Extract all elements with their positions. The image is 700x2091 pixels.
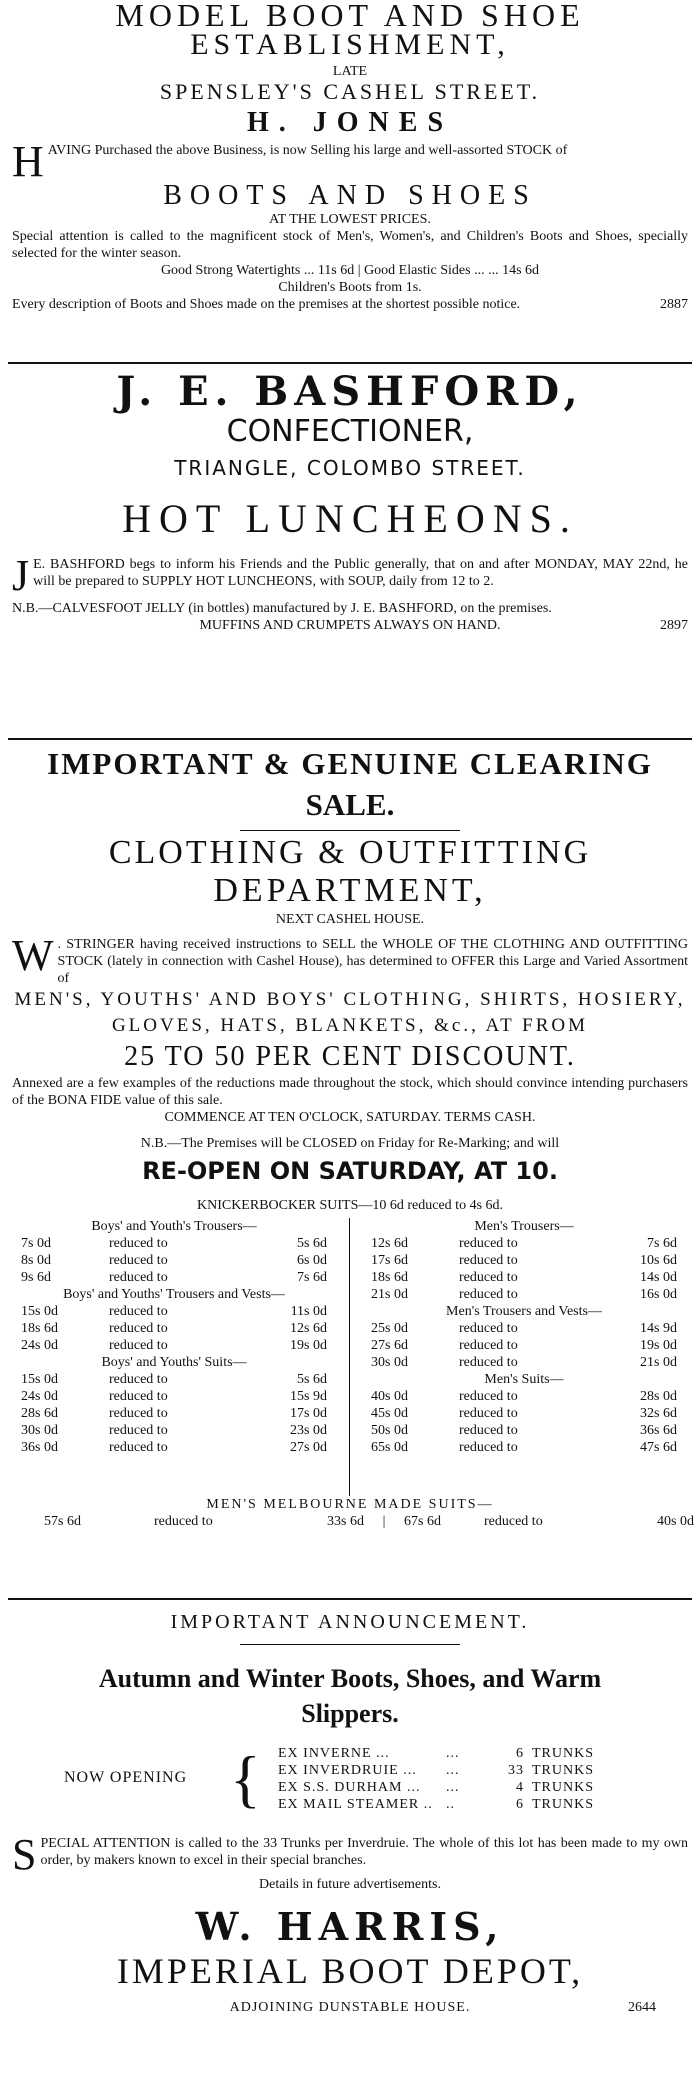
leader-dots: ... xyxy=(446,1746,460,1761)
leader-dots: ... xyxy=(446,1763,460,1778)
melbourne-block xyxy=(4,1496,696,1530)
shipments-block xyxy=(4,1745,696,1825)
shipment-row xyxy=(274,1796,616,1813)
old-price: 24s 0d xyxy=(21,1338,58,1353)
reduced-label: reduced to xyxy=(459,1338,518,1353)
goods-line-2: GLOVES, HATS, BLANKETS, &c., AT FROM xyxy=(111,1015,589,1036)
reduced-label: reduced to xyxy=(109,1236,168,1251)
knickerbocker-line: KNICKERBOCKER SUITS—10 6d reduced to 4s 6d. xyxy=(196,1198,504,1213)
announcement-heading: IMPORTANT ANNOUNCEMENT. xyxy=(170,1611,530,1633)
reduced-label: reduced to xyxy=(109,1423,168,1438)
old-price: 65s 0d xyxy=(371,1440,408,1455)
ship-name: EX MAIL STEAMER .. xyxy=(278,1797,433,1812)
reduced-label: reduced to xyxy=(459,1440,518,1455)
reduced-label: reduced to xyxy=(109,1406,168,1421)
commence-line: COMMENCE AT TEN O'CLOCK, SATURDAY. TERMS CASH. xyxy=(164,1110,536,1125)
special-paragraph xyxy=(12,1830,688,1879)
reduced-label: reduced to xyxy=(109,1253,168,1268)
price-table xyxy=(367,1320,681,1371)
drop-cap: H xyxy=(12,137,44,186)
new-price: 11s 0d xyxy=(290,1304,327,1319)
drop-cap: S xyxy=(12,1830,37,1879)
old-price: 17s 6d xyxy=(371,1253,408,1268)
price-section-heading: Boys' and Youths' Trousers and Vests— xyxy=(63,1287,285,1302)
price-row xyxy=(367,1439,681,1456)
reduced-label: reduced to xyxy=(459,1355,518,1370)
ad-reference: 2644 xyxy=(628,2000,656,2015)
ad-title-2: ESTABLISHMENT, xyxy=(190,28,510,61)
column-divider xyxy=(349,1218,350,1496)
slippers-heading: Slippers. xyxy=(301,1699,399,1728)
nb-line: N.B.—CALVESFOOT JELLY (in bottles) manufactured by J. E. BASHFORD, on the premises. xyxy=(12,601,552,616)
children-line: Children's Boots from 1s. xyxy=(278,280,422,295)
price-row xyxy=(367,1320,681,1337)
trade-heading: CONFECTIONER, xyxy=(226,414,474,449)
old-price: 21s 0d xyxy=(371,1287,408,1302)
new-price: 15s 9d xyxy=(290,1389,327,1404)
new-price: 36s 6d xyxy=(640,1423,677,1438)
price-row xyxy=(367,1388,681,1405)
goods-heading: BOOTS AND SHOES xyxy=(163,180,537,211)
old-price: 15s 0d xyxy=(21,1372,58,1387)
owner-name: H. JONES xyxy=(246,107,454,138)
new-price: 14s 9d xyxy=(640,1321,677,1336)
new-price: 19s 0d xyxy=(640,1338,677,1353)
price-section-heading: Boys' and Youth's Trousers— xyxy=(91,1219,257,1234)
divider xyxy=(8,1598,692,1600)
price-row xyxy=(17,1252,331,1269)
trunk-count: 4 xyxy=(516,1780,524,1795)
old-price: 18s 6d xyxy=(21,1321,58,1336)
department-heading: CLOTHING & OUTFITTING xyxy=(108,834,592,871)
new-price: 28s 0d xyxy=(640,1389,677,1404)
reduced-label: reduced to xyxy=(484,1514,543,1529)
muffins-line: MUFFINS AND CRUMPETS ALWAYS ON HAND. xyxy=(199,618,501,633)
nb-line: N.B.—The Premises will be CLOSED on Friday for Re-Marking; and will xyxy=(140,1136,560,1151)
price-row xyxy=(17,1371,331,1388)
new-price: 47s 6d xyxy=(640,1440,677,1455)
new-price: 7s 6d xyxy=(647,1236,677,1251)
price-row xyxy=(367,1235,681,1252)
reduced-label: reduced to xyxy=(109,1338,168,1353)
price-row xyxy=(367,1422,681,1439)
prices-line: AT THE LOWEST PRICES. xyxy=(269,212,431,227)
harris-name: W. HARRIS, xyxy=(195,1904,505,1949)
price-row xyxy=(17,1235,331,1252)
jones-advertisement xyxy=(4,0,696,313)
price-section-heading: Men's Trousers— xyxy=(474,1219,574,1234)
left-price-column xyxy=(4,1218,344,1456)
price-section-heading: Men's Trousers and Vests— xyxy=(446,1304,602,1319)
price-row xyxy=(17,1388,331,1405)
old-price: 27s 6d xyxy=(371,1338,408,1353)
street-address: SPENSLEY'S CASHEL STREET. xyxy=(159,79,541,104)
depot-heading: IMPERIAL BOOT DEPOT, xyxy=(116,1951,584,1991)
every-paragraph xyxy=(12,296,688,313)
price-line: Good Strong Watertights ... 11s 6d | Good Elastic Sides ... ... 14s 6d xyxy=(160,263,540,278)
price-section-heading: Boys' and Youths' Suits— xyxy=(101,1355,247,1370)
trunks-label: TRUNKS xyxy=(532,1746,595,1761)
reduced-label: reduced to xyxy=(459,1321,518,1336)
reduced-label: reduced to xyxy=(109,1321,168,1336)
new-price: 17s 0d xyxy=(290,1406,327,1421)
intro-text: AVING Purchased the above Business, is now Selling his large and well-assorted STOCK of xyxy=(47,143,568,158)
price-table xyxy=(17,1303,331,1354)
ad-title: MODEL BOOT AND SHOE xyxy=(115,0,585,33)
price-row xyxy=(17,1269,331,1286)
adjoining-line: ADJOINING DUNSTABLE HOUSE. xyxy=(229,2000,471,2015)
price-row xyxy=(17,1320,331,1337)
divider xyxy=(8,362,692,364)
new-price: 6s 0d xyxy=(297,1253,327,1268)
next-cashel-house: NEXT CASHEL HOUSE. xyxy=(275,912,425,927)
new-price: 32s 6d xyxy=(640,1406,677,1421)
adjoining-row xyxy=(4,1999,696,2016)
reduced-label: reduced to xyxy=(109,1440,168,1455)
old-price: 28s 6d xyxy=(21,1406,58,1421)
reduced-label: reduced to xyxy=(109,1372,168,1387)
old-price: 12s 6d xyxy=(371,1236,408,1251)
old-price: 36s 0d xyxy=(21,1440,58,1455)
now-opening-label: NOW OPENING xyxy=(64,1769,188,1786)
new-price: 40s 0d xyxy=(657,1514,694,1529)
new-price: 21s 0d xyxy=(640,1355,677,1370)
new-price: 33s 6d xyxy=(327,1514,364,1529)
price-row xyxy=(17,1303,331,1320)
autumn-heading: Autumn and Winter Boots, Shoes, and Warm xyxy=(98,1664,602,1693)
ship-name: EX INVERNE ... xyxy=(278,1746,390,1761)
melbourne-row: 57s 6d reduced to 33s 6d | 67s 6d reduced to 40s 0d xyxy=(4,1513,696,1530)
old-price: 24s 0d xyxy=(21,1389,58,1404)
price-table xyxy=(367,1388,681,1456)
reduced-label: reduced to xyxy=(154,1514,213,1529)
old-price: 67s 6d xyxy=(404,1514,441,1529)
shipment-row xyxy=(274,1745,616,1762)
old-price: 7s 0d xyxy=(21,1236,51,1251)
price-table xyxy=(367,1235,681,1303)
bashford-advertisement xyxy=(4,370,696,634)
stringer-body: . STRINGER having received instructions to SELL the WHOLE OF THE CLOTHING AND OUTFITTING STOCK (lately in connection with Cashel House), has determined to OFFER this Large and Varied Assortment of xyxy=(57,937,688,986)
price-row xyxy=(367,1405,681,1422)
reduced-label: reduced to xyxy=(459,1287,518,1302)
reduced-label: reduced to xyxy=(459,1406,518,1421)
special-body: PECIAL ATTENTION is called to the 33 Trunks per Inverdruie. The whole of this lot has been made to my own order, by makers known to excel in their special branches. xyxy=(40,1836,688,1868)
intro-paragraph xyxy=(12,137,688,186)
old-price: 8s 0d xyxy=(21,1253,51,1268)
new-price: 27s 0d xyxy=(290,1440,327,1455)
new-price: 10s 6d xyxy=(640,1253,677,1268)
new-price: 5s 6d xyxy=(297,1236,327,1251)
shipment-row xyxy=(274,1762,616,1779)
price-row xyxy=(367,1337,681,1354)
new-price: 23s 0d xyxy=(290,1423,327,1438)
brace: { xyxy=(230,1743,261,1814)
old-price: 40s 0d xyxy=(371,1389,408,1404)
divider xyxy=(8,738,692,740)
old-price: 9s 6d xyxy=(21,1270,51,1285)
reduced-label: reduced to xyxy=(459,1236,518,1251)
price-row xyxy=(17,1439,331,1456)
leader-dots: .. xyxy=(446,1797,455,1812)
trunks-label: TRUNKS xyxy=(532,1780,595,1795)
sale-heading: SALE. xyxy=(305,787,395,822)
shipment-row xyxy=(274,1779,616,1796)
trunk-count: 6 xyxy=(516,1797,524,1812)
shipments-table xyxy=(274,1745,616,1813)
price-section-heading: Men's Suits— xyxy=(484,1372,564,1387)
old-price: 25s 0d xyxy=(371,1321,408,1336)
price-row xyxy=(17,1422,331,1439)
old-price: 57s 6d xyxy=(44,1514,81,1529)
price-table xyxy=(17,1235,331,1286)
reduced-label: reduced to xyxy=(459,1389,518,1404)
stringer-paragraph xyxy=(12,931,688,987)
old-price: 45s 0d xyxy=(371,1406,408,1421)
right-price-column xyxy=(354,1218,694,1456)
new-price: 14s 0d xyxy=(640,1270,677,1285)
ship-name: EX INVERDRUIE ... xyxy=(278,1763,417,1778)
goods-line-1: MEN'S, YOUTHS' AND BOYS' CLOTHING, SHIRTS, HOSIERY, xyxy=(14,989,686,1010)
trunk-count: 33 xyxy=(508,1763,524,1778)
price-row xyxy=(367,1252,681,1269)
reduced-label: reduced to xyxy=(459,1270,518,1285)
new-price: 5s 6d xyxy=(297,1372,327,1387)
stringer-advertisement xyxy=(4,744,696,826)
old-price: 18s 6d xyxy=(371,1270,408,1285)
price-row xyxy=(367,1286,681,1303)
reduced-label: reduced to xyxy=(109,1270,168,1285)
bashford-body: E. BASHFORD begs to inform his Friends and the Public generally, that on and after MONDAY, MAY 22nd, he will be prepared to SUPPLY HOT LUNCHEONS, with SOUP, daily from 12 to 2. xyxy=(33,557,688,589)
reopen-heading: RE-OPEN ON SATURDAY, AT 10. xyxy=(142,1157,558,1185)
ship-name: EX S.S. DURHAM ... xyxy=(278,1780,421,1795)
trunks-label: TRUNKS xyxy=(532,1763,595,1778)
reduced-label: reduced to xyxy=(109,1389,168,1404)
old-price: 50s 0d xyxy=(371,1423,408,1438)
new-price: 16s 0d xyxy=(640,1287,677,1302)
price-row xyxy=(367,1354,681,1371)
old-price: 15s 0d xyxy=(21,1304,58,1319)
price-row xyxy=(17,1405,331,1422)
department-heading-2: DEPARTMENT, xyxy=(213,872,487,909)
discount-heading: 25 TO 50 PER CENT DISCOUNT. xyxy=(124,1041,576,1072)
address-line: TRIANGLE, COLOMBO STREET. xyxy=(174,456,526,480)
ad-reference: 2887 xyxy=(660,297,688,312)
drop-cap: J xyxy=(12,551,30,600)
new-price: 7s 6d xyxy=(297,1270,327,1285)
price-list xyxy=(4,1218,696,1529)
short-divider xyxy=(240,830,460,831)
drop-cap: W xyxy=(12,931,54,980)
late-label: LATE xyxy=(332,64,368,79)
price-row xyxy=(17,1337,331,1354)
muffins-row xyxy=(4,617,696,634)
bashford-name: J. E. BASHFORD, xyxy=(116,368,584,415)
bashford-paragraph xyxy=(12,551,688,600)
melbourne-heading: MEN'S MELBOURNE MADE SUITS— xyxy=(206,1497,494,1512)
hot-luncheons-heading: HOT LUNCHEONS. xyxy=(122,496,578,541)
clothing-department xyxy=(4,834,696,1529)
new-price: 12s 6d xyxy=(290,1321,327,1336)
price-table xyxy=(17,1371,331,1456)
reduced-label: reduced to xyxy=(459,1253,518,1268)
leader-dots: ... xyxy=(446,1780,460,1795)
price-row xyxy=(367,1269,681,1286)
details-line: Details in future advertisements. xyxy=(259,1877,441,1892)
reduced-label: reduced to xyxy=(109,1304,168,1319)
every-text: Every description of Boots and Shoes made on the premises at the shortest possible notice. xyxy=(12,297,521,312)
harris-advertisement xyxy=(4,1608,696,2016)
reduced-label: reduced to xyxy=(459,1423,518,1438)
old-price: 30s 0d xyxy=(371,1355,408,1370)
trunk-count: 6 xyxy=(516,1746,524,1761)
old-price: 30s 0d xyxy=(21,1423,58,1438)
trunks-label: TRUNKS xyxy=(532,1797,595,1812)
ad-reference: 2897 xyxy=(660,618,688,633)
clearing-sale-heading: IMPORTANT & GENUINE CLEARING xyxy=(47,746,653,781)
annexed-paragraph: Annexed are a few examples of the reductions made throughout the stock, which should convince intending purchasers of the BONA FIDE value of this sale. xyxy=(12,1076,688,1108)
new-price: 19s 0d xyxy=(290,1338,327,1353)
special-paragraph: Special attention is called to the magnificent stock of Men's, Women's, and Children's Boots and Shoes, specially selected for the winter season. xyxy=(12,229,688,261)
